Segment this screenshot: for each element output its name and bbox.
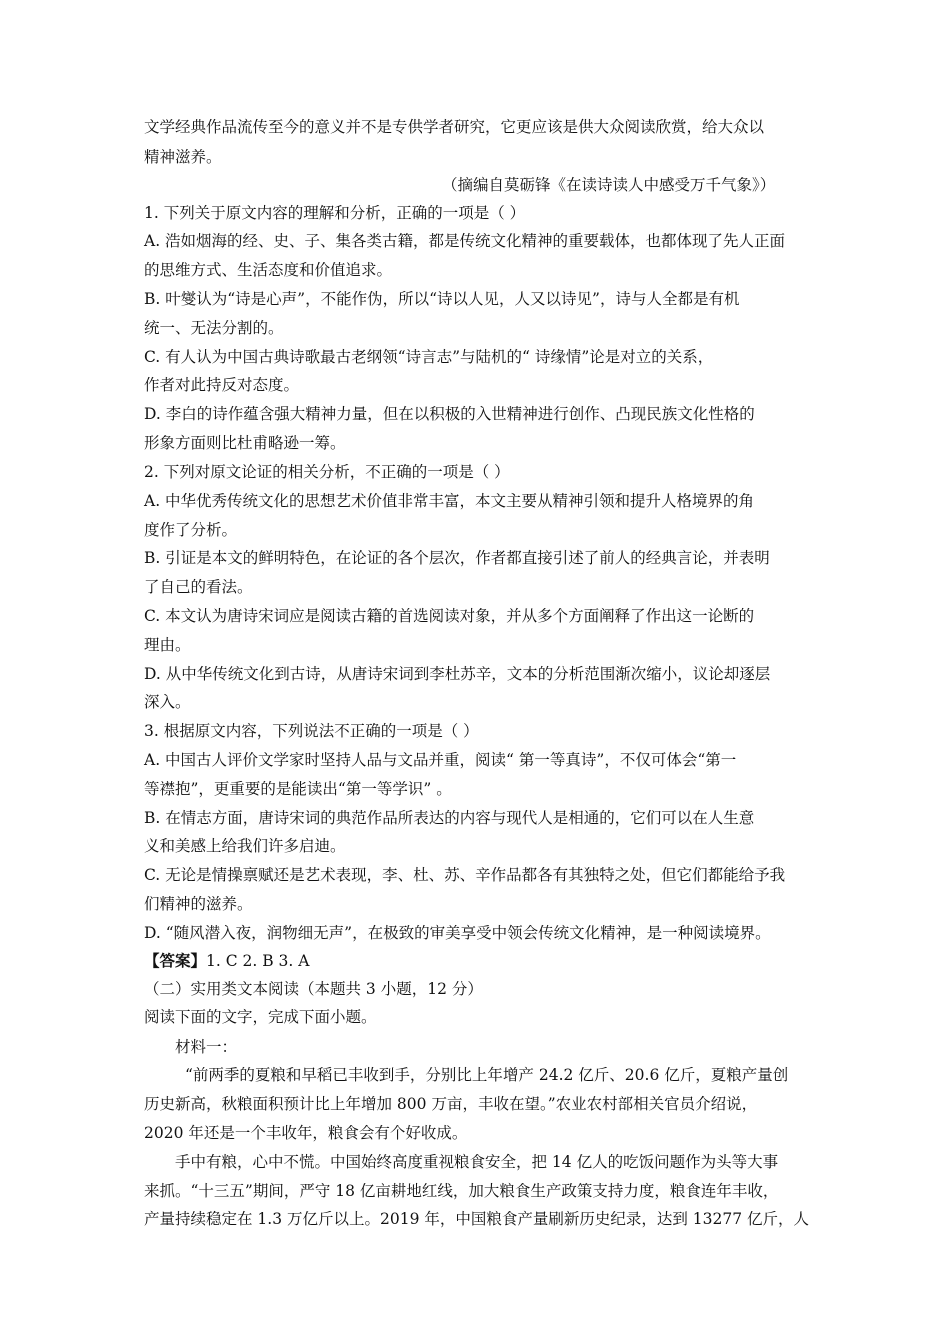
q2-option-b-cont: 了自己的看法。 [144, 578, 253, 596]
q3-option-c-cont: 们精神的滋养。 [144, 895, 253, 913]
paragraph-line: 历史新高，秋粮面积预计比上年增加 800 万亩，丰收在望。”农业农村部相关官员介绍说， [144, 1095, 758, 1113]
source-citation: （摘编自莫砺锋《在读诗读人中感受万千气象》） [442, 176, 776, 194]
paragraph-line: 2020 年还是一个丰收年，粮食会有个好收成。 [144, 1124, 468, 1142]
q2-option-d: D. 从中华传统文化到古诗，从唐诗宋词到李杜苏辛，文本的分析范围渐次缩小，议论却逐层 [144, 665, 771, 683]
q3-option-a-cont: 等襟抱”，更重要的是能读出“第一等学识” 。 [144, 780, 452, 798]
question-1-stem: 1. 下列关于原文内容的理解和分析，正确的一项是（ ） [144, 204, 526, 222]
q1-option-a: A. 浩如烟海的经、史、子、集各类古籍，都是传统文化精神的重要载体，也都体现了先人正面 [144, 232, 786, 250]
answer-values: 1. C 2. B 3. A [206, 952, 310, 970]
intro-line: 精神滋养。 [144, 148, 222, 166]
q2-option-a: A. 中华优秀传统文化的思想艺术价值非常丰富，本文主要从精神引领和提升人格境界的角 [144, 492, 755, 510]
q2-option-c: C. 本文认为唐诗宋词应是阅读古籍的首选阅读对象，并从多个方面阐释了作出这一论断的 [144, 607, 755, 625]
section-instruction: 阅读下面的文字，完成下面小题。 [144, 1008, 377, 1026]
q3-option-a: A. 中国古人评价文学家时坚持人品与文品并重，阅读“ 第一等真诗”，不仅可体会“第一 [144, 751, 737, 769]
intro-line: 文学经典作品流传至今的意义并不是专供学者研究，它更应该是供大众阅读欣赏，给大众以 [144, 118, 765, 136]
question-2-stem: 2. 下列对原文论证的相关分析，不正确的一项是（ ） [144, 463, 510, 481]
q2-option-c-cont: 理由。 [144, 636, 191, 654]
q2-option-a-cont: 度作了分析。 [144, 521, 238, 539]
q3-option-b-cont: 义和美感上给我们许多启迪。 [144, 837, 346, 855]
q1-option-d: D. 李白的诗作蕴含强大精神力量，但在以积极的入世精神进行创作、凸现民族文化性格的 [144, 405, 755, 423]
q1-option-a-cont: 的思维方式、生活态度和价值追求。 [144, 261, 393, 279]
paragraph-line: 产量持续稳定在 1.3 万亿斤以上。2019 年，中国粮食产量刷新历史纪录，达到 13277 亿斤，人 [144, 1210, 810, 1228]
q1-option-b-cont: 统一、无法分割的。 [144, 319, 284, 337]
q1-option-b: B. 叶燮认为“诗是心声”，不能作伪，所以“诗以人见，人又以诗见”，诗与人全都是有机 [144, 290, 740, 308]
paragraph-line: 来抓。“十三五”期间，严守 18 亿亩耕地红线，加大粮食生产政策支持力度，粮食连年丰收， [144, 1182, 779, 1200]
material-label: 材料一： [175, 1038, 238, 1056]
q3-option-d: D. “随风潜入夜，润物细无声”，在极致的审美享受中领会传统文化精神，是一种阅读境界。 [144, 924, 771, 942]
q2-option-d-cont: 深入。 [144, 693, 191, 711]
q1-option-c: C. 有人认为中国古典诗歌最古老纲领“诗言志”与陆机的“ 诗缘情”论是对立的关系， [144, 348, 714, 366]
section-heading: （二）实用类文本阅读（本题共 3 小题，12 分） [144, 980, 483, 998]
q3-option-b: B. 在情志方面，唐诗宋词的典范作品所表达的内容与现代人是相通的，它们可以在人生意 [144, 809, 755, 827]
q1-option-c-cont: 作者对此持反对态度。 [144, 376, 300, 394]
q2-option-b: B. 引证是本文的鲜明特色，在论证的各个层次，作者都直接引述了前人的经典言论，并表明 [144, 549, 770, 567]
answer-line [144, 951, 309, 971]
paragraph-line: “前两季的夏粮和早稻已丰收到手，分别比上年增产 24.2 亿斤、20.6 亿斤，夏粮产量创 [185, 1066, 789, 1084]
q1-option-d-cont: 形象方面则比杜甫略逊一筹。 [144, 434, 346, 452]
answer-label: 【答案】 [144, 951, 207, 970]
paragraph-line: 手中有粮，心中不慌。中国始终高度重视粮食安全，把 14 亿人的吃饭问题作为头等大事 [175, 1153, 779, 1171]
q3-option-c: C. 无论是情操禀赋还是艺术表现，李、杜、苏、辛作品都各有其独特之处，但它们都能给予我 [144, 866, 786, 884]
question-3-stem: 3. 根据原文内容，下列说法不正确的一项是（ ） [144, 722, 479, 740]
